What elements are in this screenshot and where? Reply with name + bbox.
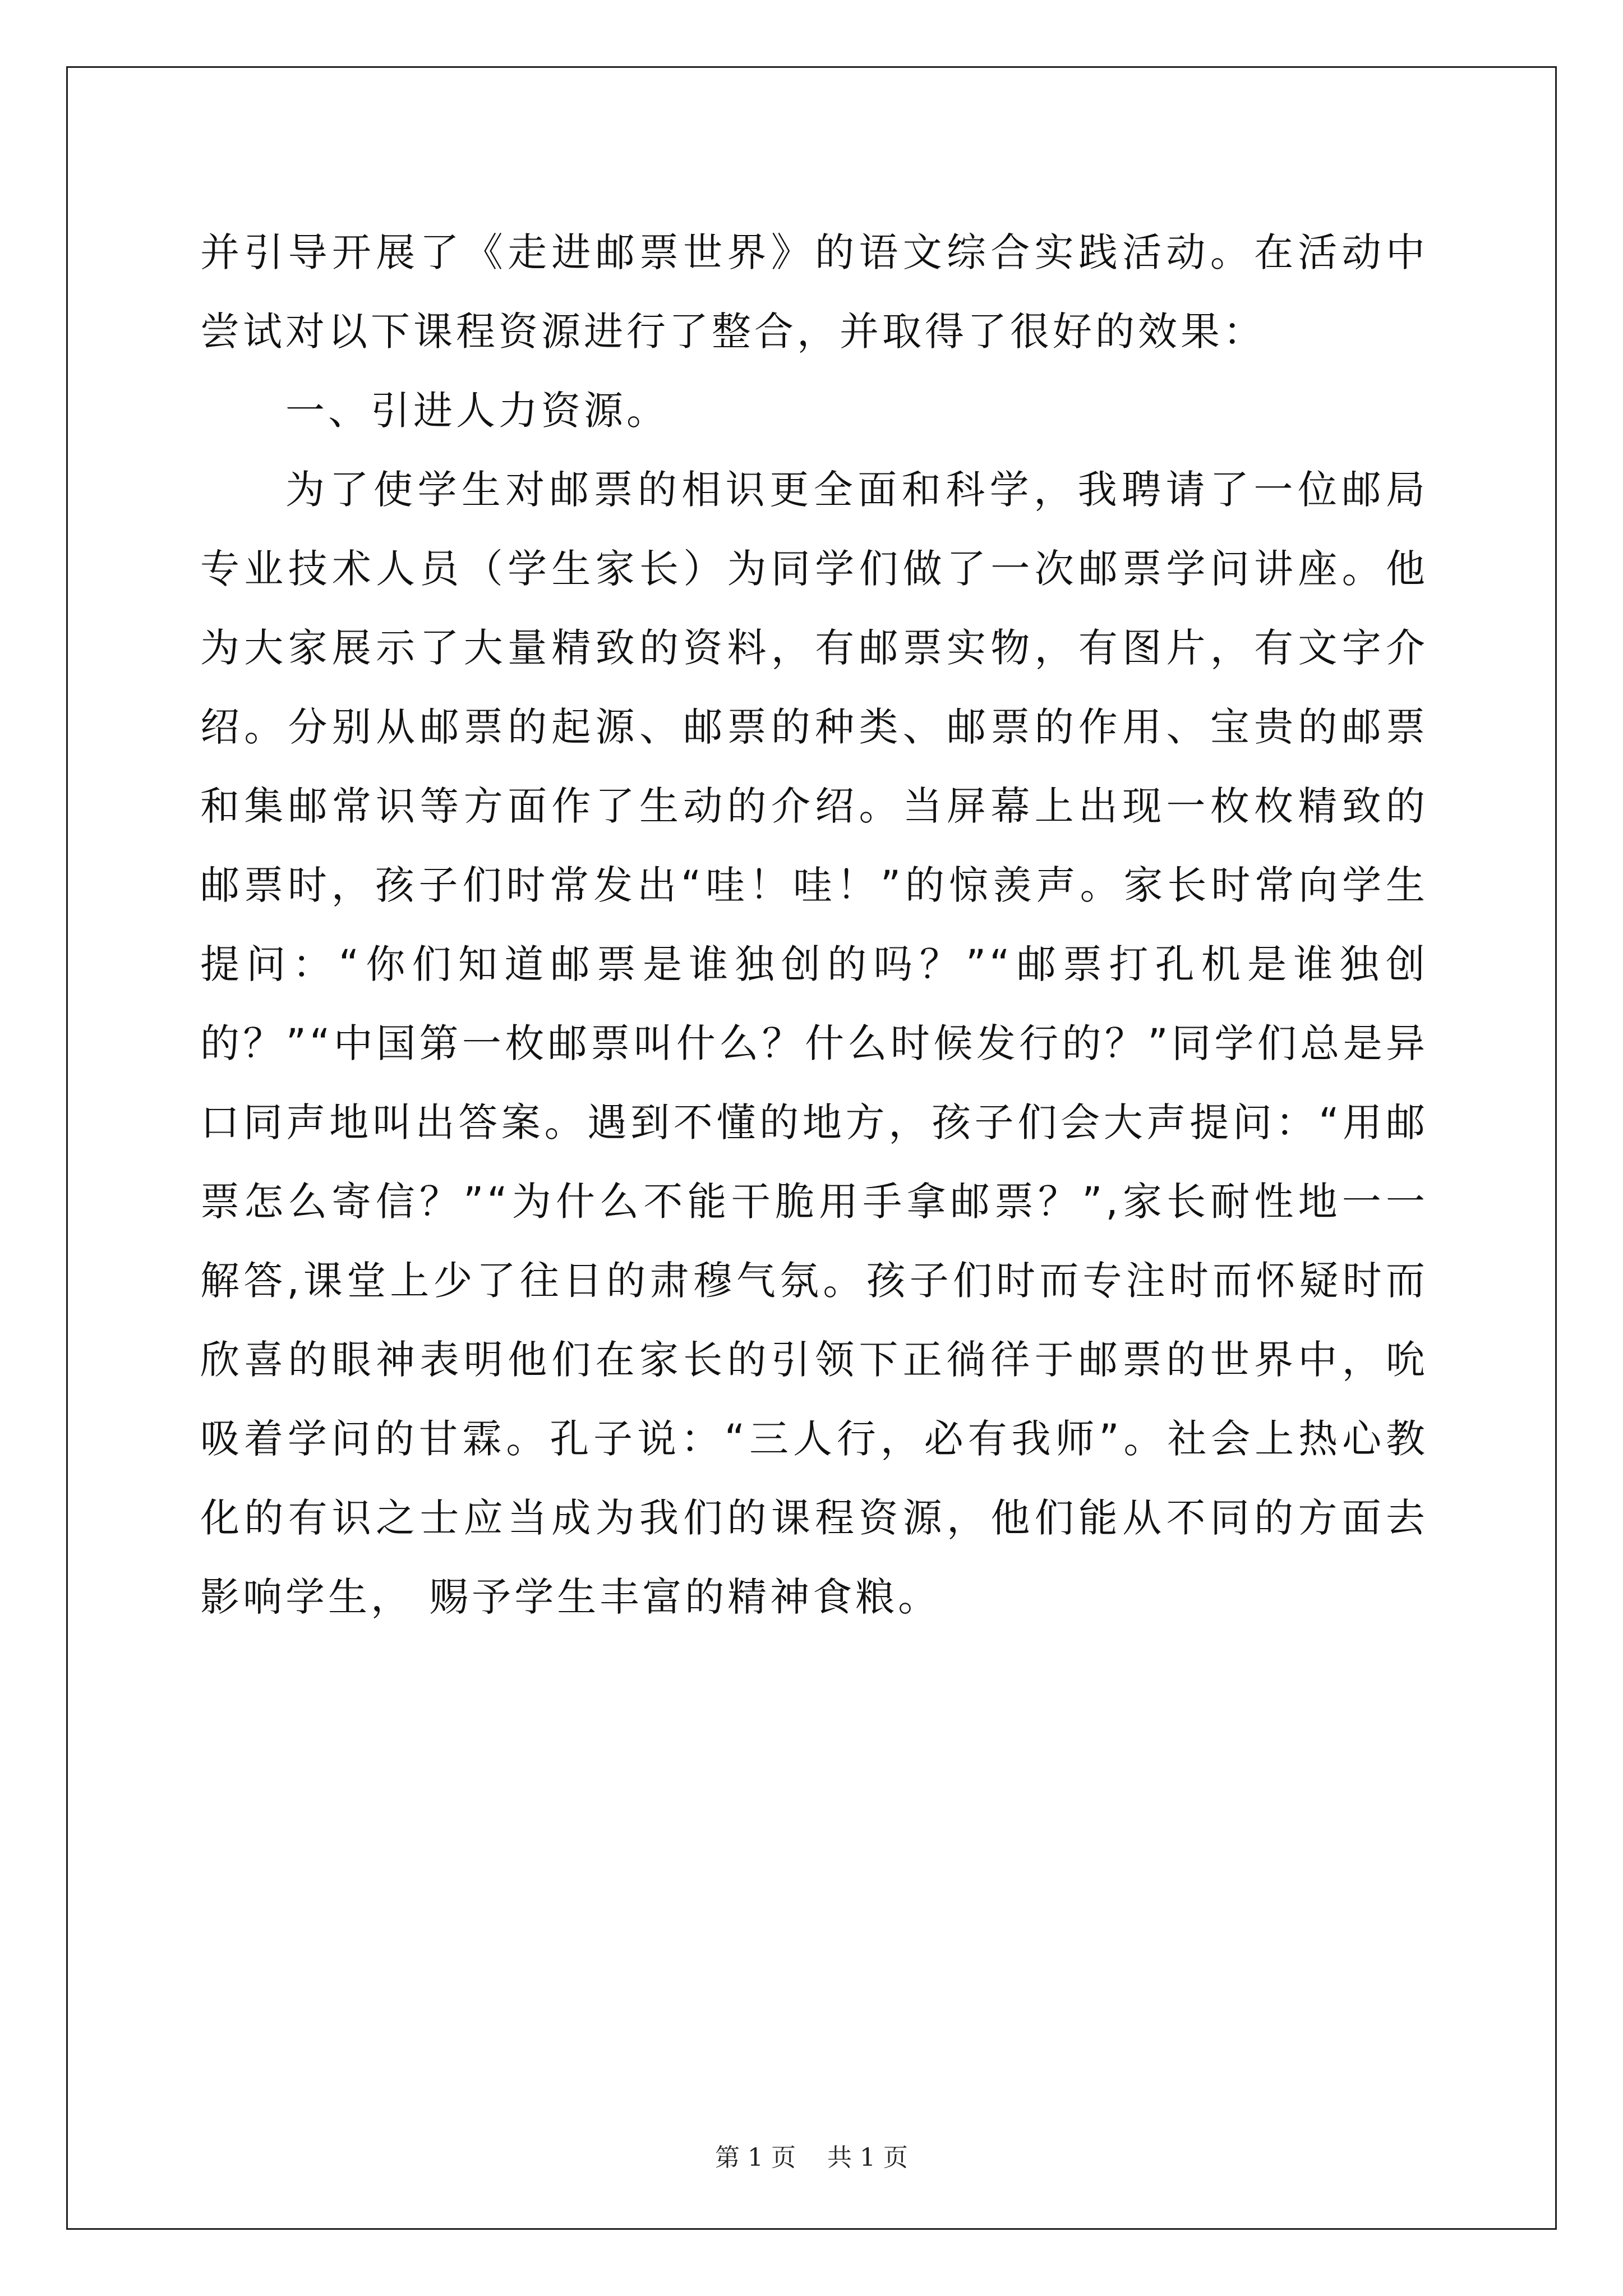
document-body: [200, 213, 1428, 1637]
section-heading: 一、引进人力资源。: [285, 388, 669, 434]
paragraph-intro: 并引导开展了《走进邮票世界》的语文综合实践活动。在活动中尝试对以下课程资源进行了整合，并取得了很好的效果：: [200, 229, 1428, 355]
page-number-footer: 第 1 页 共 1 页: [715, 2143, 908, 2172]
paragraph-main: 为了使学生对邮票的相识更全面和科学，我聘请了一位邮局专业技术人员（学生家长）为同学们做了一次邮票学问讲座。他为大家展示了大量精致的资料，有邮票实物，有图片，有文字介绍。分别从邮票的起源、邮票的种类、邮票的作用、宝贵的邮票和集邮常识等方面作了生动的介绍。当屏幕上出现一枚枚精致的邮票时，孩子们时常发出“哇！哇！”的惊羡声。家长时常向学生提问：“你们知道邮票是谁独创的吗？”“邮票打孔机是谁独创的？”“中国第一枚邮票叫什么？什么时候发行的？”同学们总是异口同声地叫出答案。遇到不懂的地方，孩子们会大声提问：“用邮票怎么寄信？”“为什么不能干脆用手拿邮票？”,家长耐性地一一解答,课堂上少了往日的肃穆气氛。孩子们时而专注时而怀疑时而欣喜的眼神表明他们在家长的引领下正徜徉于邮票的世界中，吮吸着学问的甘霖。孔子说：“三人行，必有我师”。社会上热心教化的有识之士应当成为我们的课程资源，他们能从不同的方面去影响学生， 赐予学生丰富的精神食粮。: [200, 467, 1428, 1620]
